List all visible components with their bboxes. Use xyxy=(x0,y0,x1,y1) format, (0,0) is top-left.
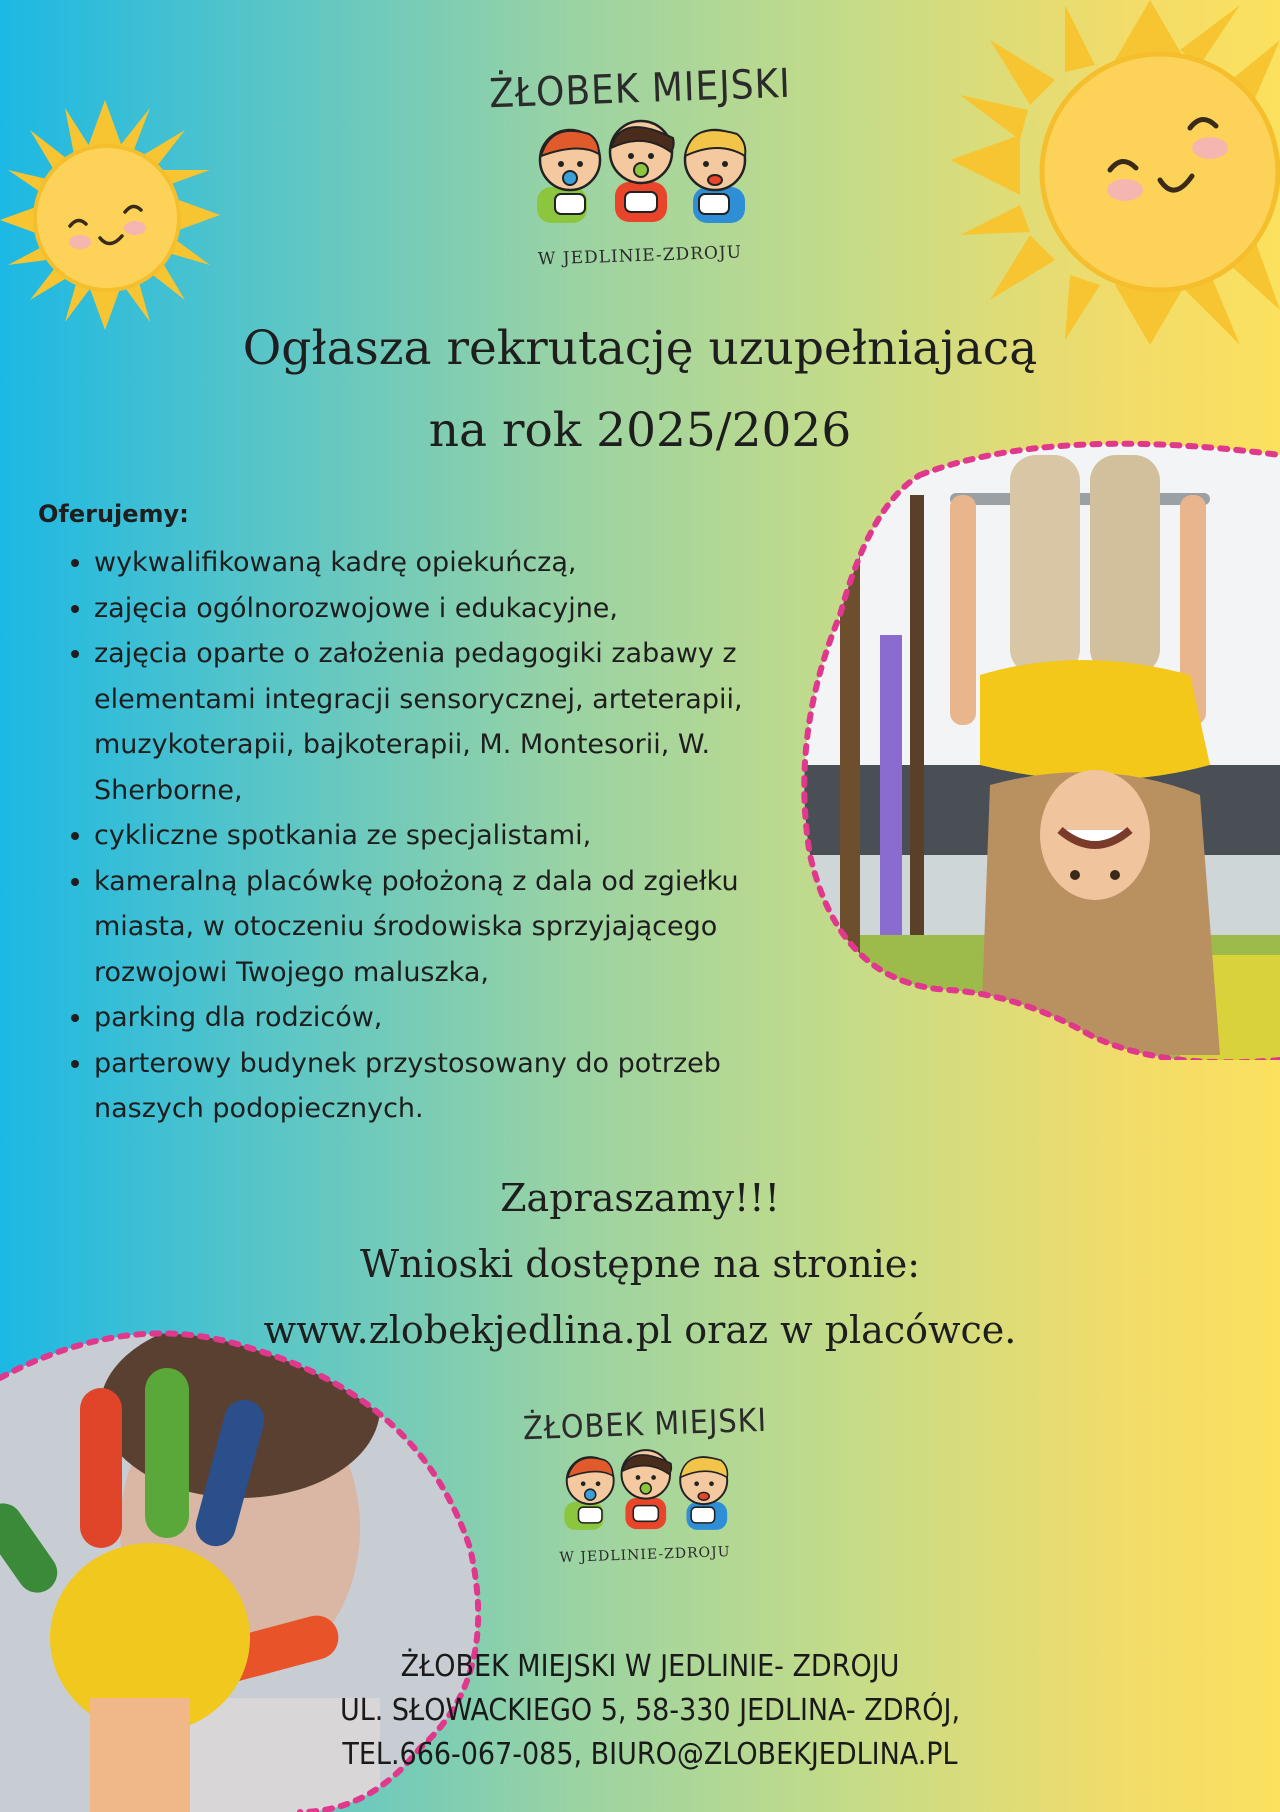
list-item: • wykwalifikowaną kadrę opiekuńczą, xyxy=(94,540,884,586)
invitation-line-3: www.zlobekjedlina.pl oraz w placówce. xyxy=(263,1308,1017,1352)
sun-icon xyxy=(950,0,1280,350)
invitation-line-2: Wnioski dostępne na stronie: xyxy=(359,1242,921,1286)
address-line-3: TEL.666-067-085, BIURO@ZLOBEKJEDLINA.PL xyxy=(342,1737,958,1772)
logo-subtitle: W JEDLINIE-ZDROJU xyxy=(537,242,743,270)
offer-title: Oferujemy: xyxy=(38,500,189,528)
list-item: • parterowy budynek przystosowany do potrzeb naszych podopiecznych. xyxy=(94,1041,834,1132)
logo xyxy=(460,60,820,270)
logo-title: ŻŁOBEK MIEJSKI xyxy=(522,1400,768,1448)
list-item: • zajęcia oparte o założenia pedagogiki zabawy z elementami integracji sensorycznej, arteterapii, muzykoterapii, bajkoterapii, M. Montesorii, W. Sherborne, xyxy=(94,631,794,813)
kids-logo-icon xyxy=(525,112,755,232)
list-item: • parking dla rodziców, xyxy=(94,995,884,1041)
kids-logo-icon xyxy=(555,1443,735,1537)
contact-address xyxy=(300,1645,1000,1777)
sun-icon xyxy=(0,100,230,330)
offer-list xyxy=(62,540,884,1132)
headline-line-1: Ogłasza rekrutację uzupełniajacą xyxy=(242,321,1038,376)
logo-subtitle: W JEDLINIE-ZDROJU xyxy=(559,1544,731,1566)
address-line-2: UL. SŁOWACKIEGO 5, 58-330 JEDLINA- ZDRÓJ, xyxy=(339,1693,961,1728)
list-item: • kameralną placówkę położoną z dala od zgiełku miasta, w otoczeniu środowiska sprzyjającego rozwojowi Twojego maluszka, xyxy=(94,859,784,996)
logo xyxy=(515,1400,775,1566)
list-item: • zajęcia ogólnorozwojowe i edukacyjne, xyxy=(94,586,884,632)
logo-title: ŻŁOBEK MIEJSKI xyxy=(488,60,792,118)
invitation-line-1: Zapraszamy!!! xyxy=(500,1176,780,1220)
list-item: • cykliczne spotkania ze specjalistami, xyxy=(94,813,884,859)
headline-line-2: na rok 2025/2026 xyxy=(428,403,852,458)
address-line-1: ŻŁOBEK MIEJSKI W JEDLINIE- ZDROJU xyxy=(400,1649,900,1684)
